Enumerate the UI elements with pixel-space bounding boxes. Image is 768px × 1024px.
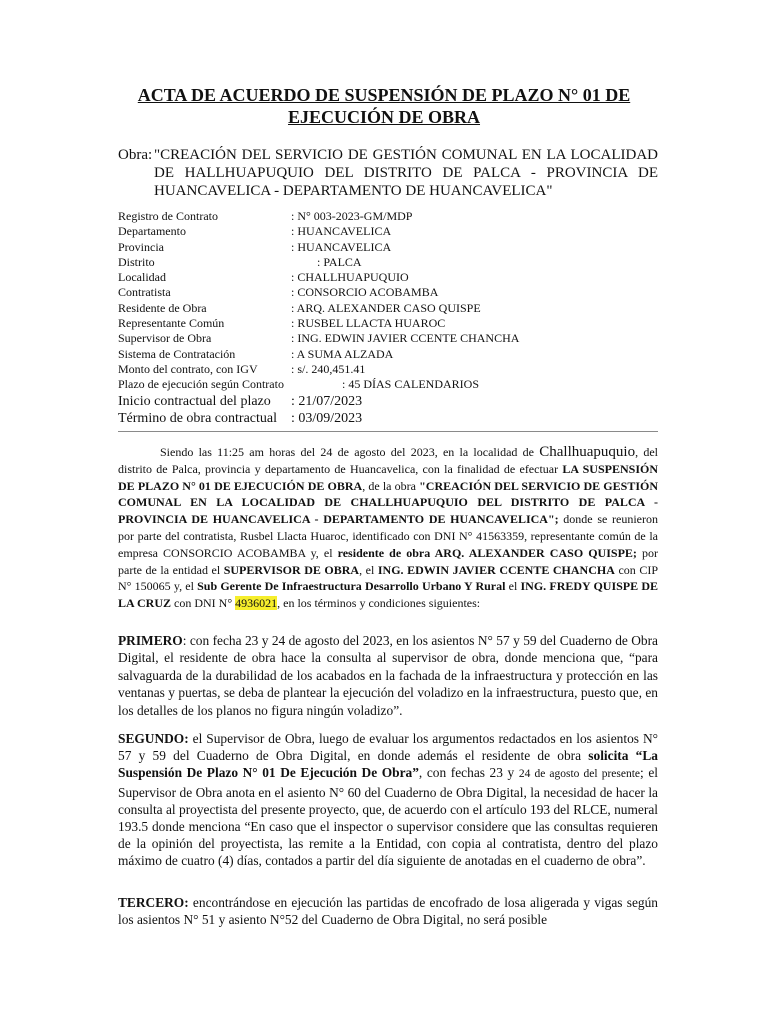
metadata-key: Registro de Contrato bbox=[118, 209, 218, 223]
segundo-paragraph: SEGUNDO: el Supervisor de Obra, luego de evaluar los argumentos redactados en los asientos N° 57 y 59 del Cuaderno de Obra Digital, en donde además el residente de obra solicita “La Suspensión De Plazo N° 01 De Ejecución De Obra”, con fechas 23 y 24 de agosto del presente; el Supervisor de Obra anota en el asiento N° 60 del Cuaderno de Obra Digital, la necesidad de hacer la consulta al proyectista del presente proyecto, que, de acuerdo con el artículo 193 del RLCE, numeral 193.5 donde menciona “En caso que el inspector o supervisor considere que las consultas requieren de la opinión del proyectista, las remite a la Entidad, con copia al contratista, dentro del plazo máximo de cuatro (4) días, contados a partir del día siguiente de anotadas en el cuaderno de obra”. bbox=[118, 731, 659, 869]
metadata-value: : ARQ. ALEXANDER CASO QUISPE bbox=[291, 300, 481, 315]
metadata-key: Residente de Obra bbox=[118, 300, 207, 315]
divider-line bbox=[118, 431, 658, 432]
metadata-key: Representante Común bbox=[118, 316, 225, 331]
obra-label: Obra: bbox=[118, 147, 153, 163]
metadata-value: : s/. 240,451.41 bbox=[291, 361, 366, 376]
metadata-key: Supervisor de Obra bbox=[118, 331, 212, 346]
metadata-value: : ING. EDWIN JAVIER CCENTE CHANCHA bbox=[291, 331, 520, 346]
metadata-value: : 03/09/2023 bbox=[291, 410, 363, 426]
metadata-row bbox=[118, 316, 678, 331]
metadata-row bbox=[118, 224, 678, 239]
metadata-row bbox=[118, 209, 678, 224]
primero-label: PRIMERO bbox=[118, 633, 183, 648]
metadata-row bbox=[118, 270, 678, 285]
metadata-row bbox=[118, 301, 678, 316]
metadata-row bbox=[118, 362, 678, 377]
metadata-value: : 21/07/2023 bbox=[291, 393, 363, 409]
obra-text: "CREACIÓN DEL SERVICIO DE GESTIÓN COMUNAL EN LA LOCALIDAD DE HALLHUAPUQUIO DEL DISTRITO DE PALCA - PROVINCIA DE HUANCAVELICA - DEPARTAMENTO DE HUANCAVELICA" bbox=[154, 147, 658, 199]
metadata-key: Sistema de Contratación bbox=[118, 346, 236, 361]
metadata-value: : HUANCAVELICA bbox=[291, 239, 392, 254]
metadata-key: Plazo de ejecución según Contrato bbox=[118, 377, 284, 392]
metadata-value: : N° 003-2023-GM/MDP bbox=[291, 209, 413, 223]
metadata-row bbox=[118, 240, 678, 255]
metadata-value: : 45 DÍAS CALENDARIOS bbox=[342, 377, 480, 392]
segundo-label: SEGUNDO: bbox=[118, 731, 189, 746]
metadata-key: Contratista bbox=[118, 285, 171, 300]
tercero-paragraph: TERCERO: encontrándose en ejecución las partidas de encofrado de losa aligerada y vigas según los asientos N° 51 y asiento N°52 del Cuaderno de Obra Digital, no será posible bbox=[118, 895, 658, 928]
metadata-key: Distrito bbox=[118, 254, 155, 269]
metadata-row bbox=[118, 410, 678, 427]
metadata-key: Término de obra contractual bbox=[118, 410, 277, 426]
metadata-value: : A SUMA ALZADA bbox=[291, 346, 394, 361]
metadata-value: : CONSORCIO ACOBAMBA bbox=[291, 285, 439, 300]
metadata-key: Localidad bbox=[118, 270, 166, 285]
metadata-row bbox=[118, 347, 678, 362]
metadata-value: : CHALLHUAPUQUIO bbox=[291, 270, 409, 285]
metadata-row bbox=[118, 285, 678, 300]
document-title: ACTA DE ACUERDO DE SUSPENSIÓN DE PLAZO N° 01 DE EJECUCIÓN DE OBRA bbox=[137, 85, 631, 127]
metadata-key: Departamento bbox=[118, 224, 186, 239]
intro-paragraph: Siendo las 11:25 am horas del 24 de agosto del 2023, en la localidad de Challhuapuquio, del distrito de Palca, provincia y departamento de Huancavelica, con la finalidad de efectuar LA SUSPENSIÓN DE PLAZO N° 01 DE EJECUCIÓN DE OBRA, de la obra "CREACIÓN DEL SERVICIO DE GESTIÓN COMUNAL EN LA LOCALIDAD DE CHALLHUAPUQUIO DEL DISTRITO DE PALCA - PROVINCIA DE HUANCAVELICA - DEPARTAMENTO DE HUANCAVELICA"; donde se reunieron por parte del contratista, Rusbel Llacta Huaroc, identificado con DNI N° 41563359, representante común de la empresa CONSORCIO ACOBAMBA y, el residente de obra ARQ. ALEXANDER CASO QUISPE; por parte de la entidad el SUPERVISOR DE OBRA, el ING. EDWIN JAVIER CCENTE CHANCHA con CIP N° 150065 y, el Sub Gerente De Infraestructura Desarrollo Urbano Y Rural el ING. FREDY QUISPE DE LA CRUZ con DNI N° 4936021, en los términos y condiciones siguientes: bbox=[118, 444, 658, 611]
metadata-row bbox=[118, 331, 678, 346]
highlighted-dni: 4936021 bbox=[235, 596, 278, 611]
obra-block bbox=[118, 146, 658, 200]
metadata-key: Monto del contrato, con IGV bbox=[118, 361, 258, 376]
metadata-value: : PALCA bbox=[317, 254, 362, 269]
metadata-row bbox=[118, 255, 678, 270]
metadata-row bbox=[118, 377, 678, 392]
primero-paragraph: PRIMERO: con fecha 23 y 24 de agosto del 2023, en los asientos N° 57 y 59 del Cuaderno de Obra Digital, el residente de obra hace la consulta al supervisor de obra, donde menciona que, “para salvaguarda de la durabilidad de los acabados en la fachada de la infraestructura y protección en las ventanas y puertas, se deba de plantear la ejecución del voladizo en la infraestructura, puesto que, en los detalles de los planos no figura ningún voladizo”. bbox=[118, 633, 658, 718]
contract-metadata bbox=[118, 209, 678, 427]
metadata-value: : RUSBEL LLACTA HUAROC bbox=[291, 316, 446, 331]
metadata-row bbox=[118, 393, 678, 410]
metadata-key: Inicio contractual del plazo bbox=[118, 393, 271, 409]
metadata-key: Provincia bbox=[118, 239, 164, 254]
metadata-value: : HUANCAVELICA bbox=[291, 224, 392, 239]
tercero-label: TERCERO: bbox=[118, 895, 189, 910]
